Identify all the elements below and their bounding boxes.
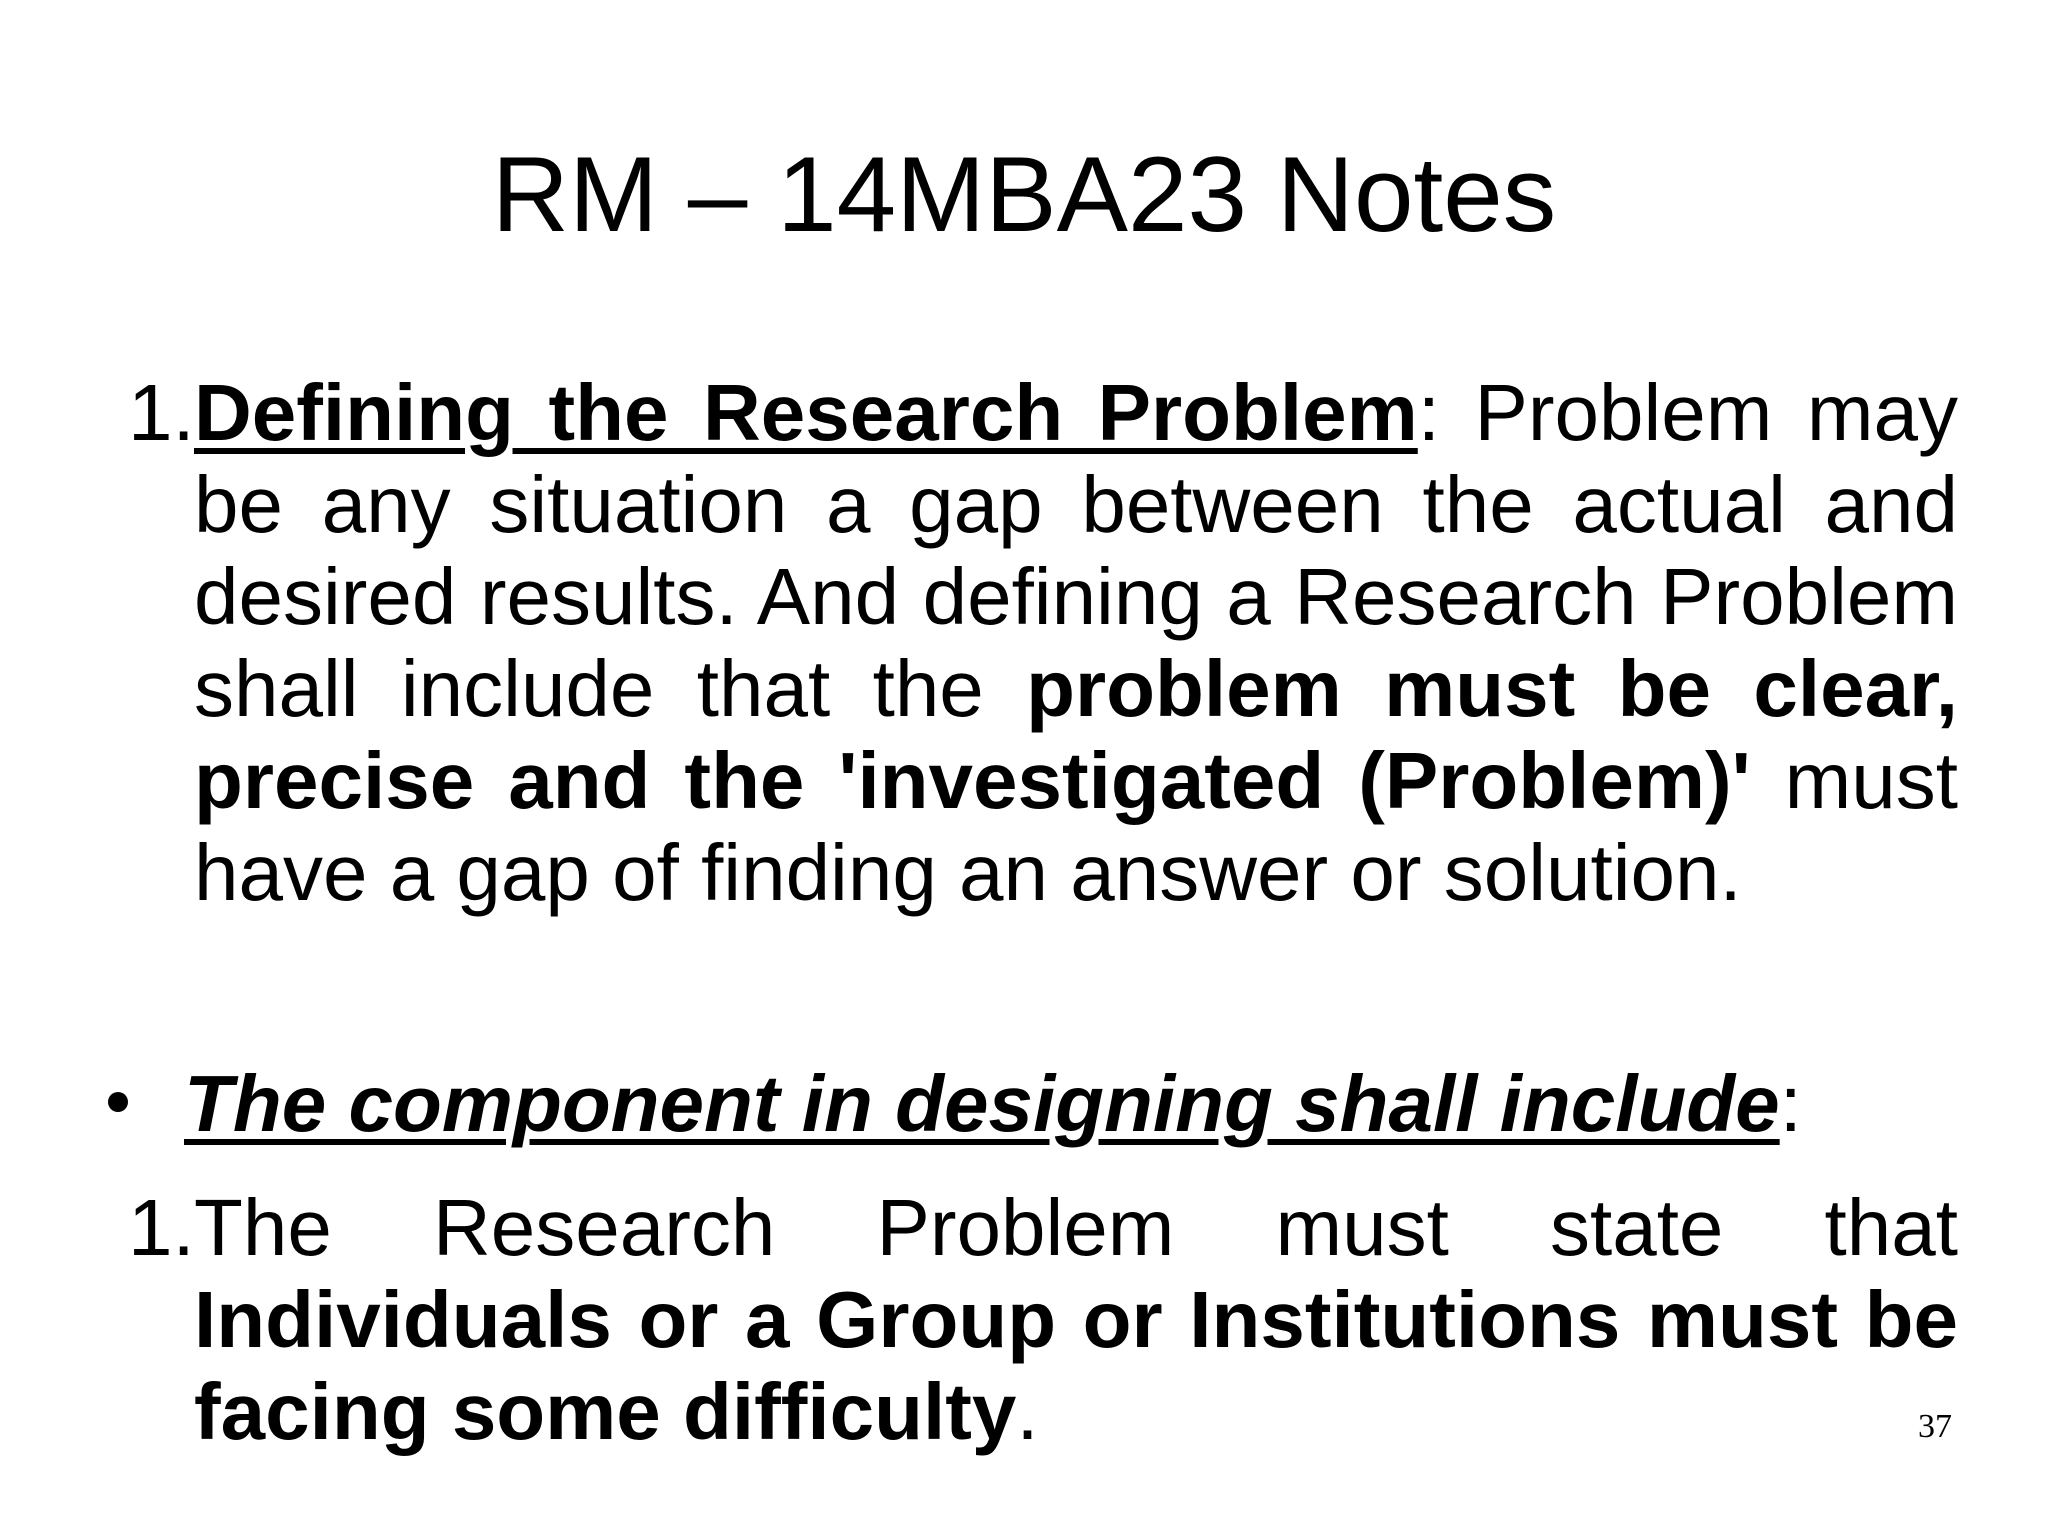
list-number: 1. bbox=[128, 368, 195, 457]
paragraph-body bbox=[128, 1182, 1958, 1458]
page-number: 37 bbox=[1918, 1408, 1952, 1445]
bullet-heading-text: The component in designing shall include bbox=[184, 1059, 1780, 1148]
emphasis-text: problem must be clear, precise and the 'investigated (Problem)' bbox=[194, 644, 1958, 825]
paragraph-defining-research-problem bbox=[128, 367, 1958, 919]
emphasis-text: Individuals or a Group or Institutions must be facing some difficulty bbox=[194, 1275, 1958, 1456]
heading-colon: : bbox=[1417, 368, 1440, 457]
slide-title: RM – 14MBA23 Notes bbox=[491, 134, 1557, 254]
body-text: The Research Problem must state that bbox=[194, 1183, 1958, 1272]
bullet-components-heading bbox=[108, 1058, 1958, 1150]
bullet-dot-icon bbox=[108, 1092, 128, 1112]
section-heading-defining-research-problem: Defining the Research Problem bbox=[194, 368, 1418, 457]
list-number: 1. bbox=[128, 1183, 195, 1272]
body-text: must have a gap of finding an answer or solution. bbox=[194, 736, 1959, 917]
bullet-colon: : bbox=[1779, 1059, 1802, 1148]
paragraph-research-problem-state bbox=[128, 1182, 1958, 1458]
body-text: . bbox=[1016, 1367, 1039, 1456]
paragraph-body bbox=[128, 367, 1958, 919]
body-text: Problem may be any situation a gap between the actual and desired results. And defining a Research Problem shall include that the bbox=[194, 368, 1958, 733]
